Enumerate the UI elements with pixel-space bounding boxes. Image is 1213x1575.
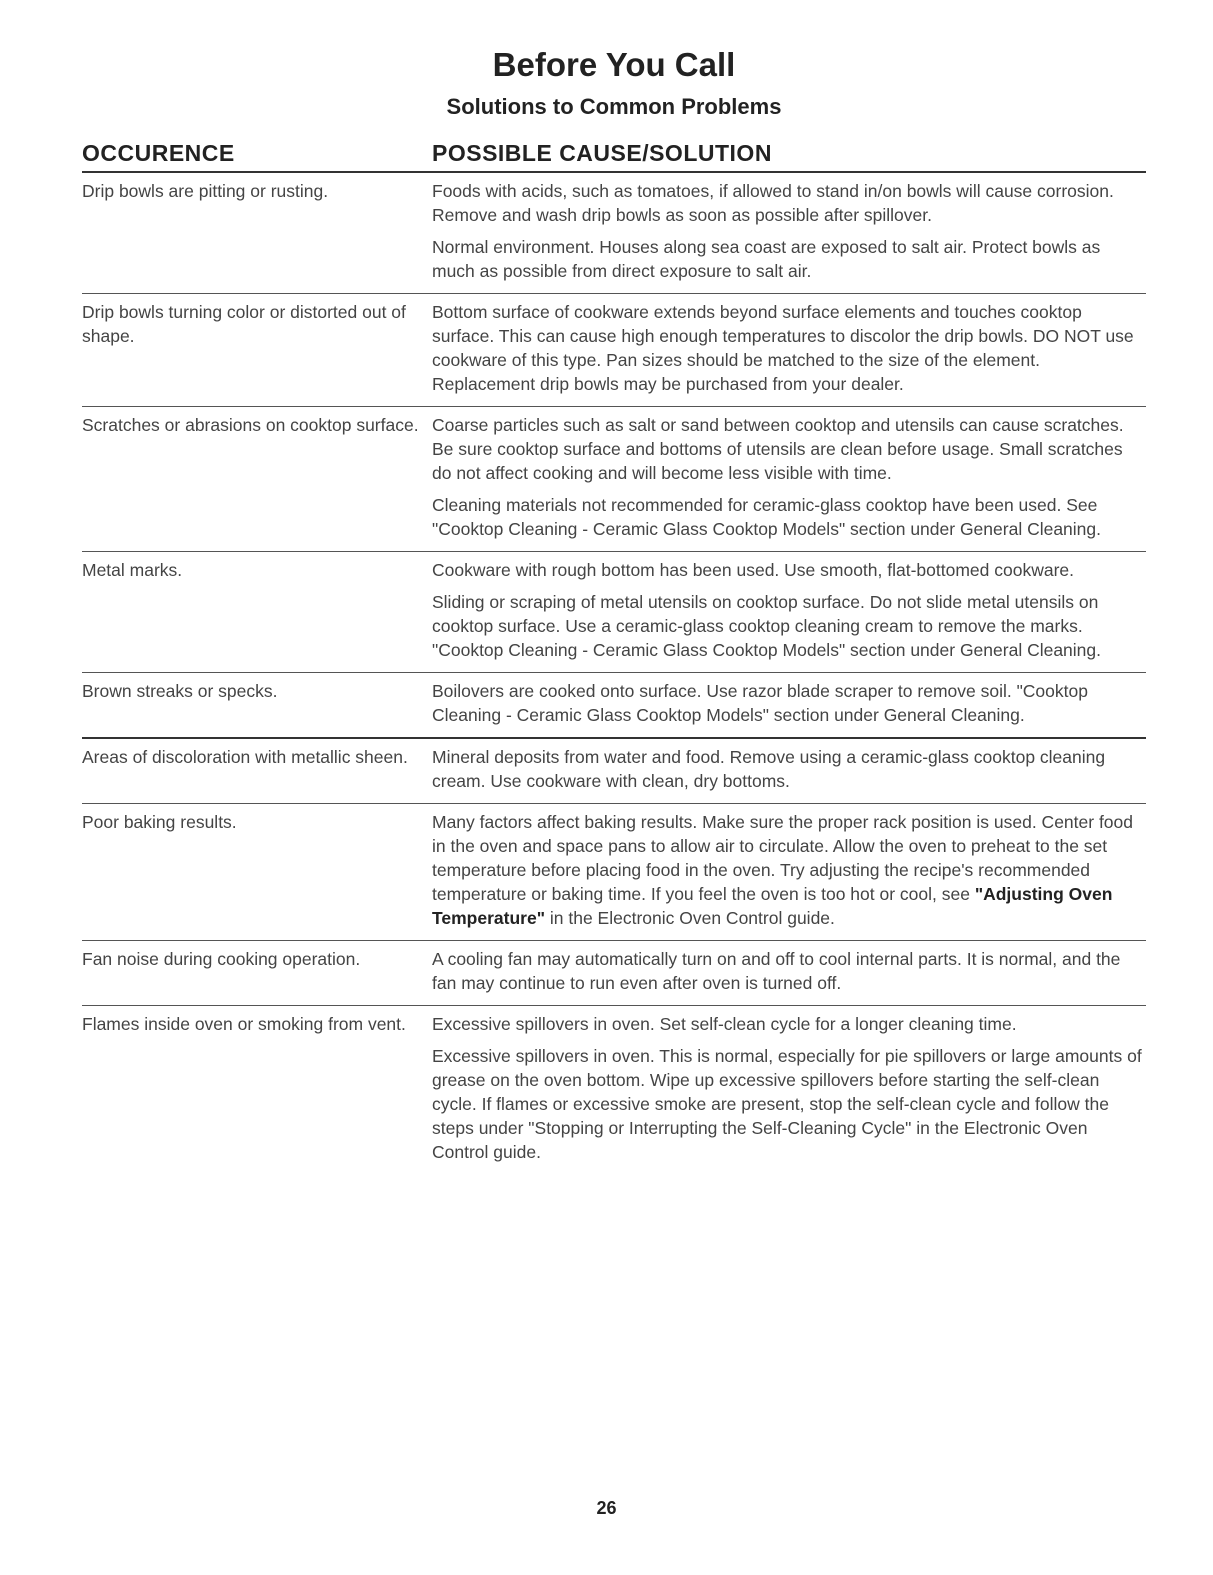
- solution-cell: [432, 300, 1146, 396]
- solution-text: Cleaning materials not recommended for ceramic-glass cooktop have been used. See "Cooktop Cleaning - Ceramic Glass Cooktop Models" section under General Cleaning.: [432, 495, 1102, 539]
- solution-text: Coarse particles such as salt or sand between cooktop and utensils can cause scratches. Be sure cooktop surface and bottoms of utensils are clean before usage. Small scratches do not affect cooking and will become less visible with time.: [432, 415, 1124, 483]
- table-row: [82, 940, 1146, 1005]
- solution-text-part: Many factors affect baking results. Make sure the proper rack position is used. Center food in the oven and space pans to allow air to circulate. Allow the oven to preheat to the set temperature before placing food in the oven. Try adjusting the recipe's recommended temperature or baking time. If you feel the oven is too hot or cool, see: [432, 812, 1133, 904]
- page-subtitle: Solutions to Common Problems: [446, 94, 782, 119]
- solution-cell: [432, 558, 1146, 662]
- table-row: [82, 551, 1146, 672]
- column-header-occurrence: OCCURENCE: [82, 140, 235, 166]
- solution-cell: [432, 1012, 1146, 1164]
- occurrence-cell: Poor baking results.: [82, 812, 237, 832]
- solution-text: Sliding or scraping of metal utensils on cooktop surface. Do not slide metal utensils on cooktop surface. Use a ceramic-glass cooktop cleaning cream to remove the marks. "Cooktop Cleaning - Ceramic Glass Cooktop Models" section under General Cleaning.: [432, 592, 1102, 660]
- solution-text: Excessive spillovers in oven. This is normal, especially for pie spillovers or large amounts of grease on the oven bottom. Wipe up excessive spillovers before starting the self-clean cycle. If flames or excessive smoke are present, stop the self-clean cycle and follow the steps under "Stopping or Interrupting the Self-Cleaning Cycle" in the Electronic Oven Control guide.: [432, 1046, 1142, 1162]
- solution-cell: [432, 947, 1146, 995]
- solution-text: [432, 810, 1146, 930]
- solution-text: Normal environment. Houses along sea coast are exposed to salt air. Protect bowls as much as possible from direct exposure to salt air.: [432, 237, 1101, 281]
- occurrence-cell: Flames inside oven or smoking from vent.: [82, 1014, 406, 1034]
- solution-text: Bottom surface of cookware extends beyond surface elements and touches cooktop surface. This can cause high enough temperatures to discolor the drip bowls. DO NOT use cookware of this type. Pan sizes should be matched to the size of the element. Replacement drip bowls may be purchased from your dealer.: [432, 302, 1134, 394]
- occurrence-cell: Drip bowls are pitting or rusting.: [82, 181, 329, 201]
- solution-text: Mineral deposits from water and food. Remove using a ceramic-glass cooktop cleaning cream. Use cookware with clean, dry bottoms.: [432, 747, 1106, 791]
- page-title: Before You Call: [492, 46, 736, 83]
- occurrence-cell: Scratches or abrasions on cooktop surface.: [82, 415, 419, 435]
- table-row: [82, 171, 1146, 293]
- table-row: [82, 1005, 1146, 1174]
- page-number: 26: [596, 1498, 617, 1518]
- occurrence-cell: Fan noise during cooking operation.: [82, 949, 361, 969]
- table-row: [82, 406, 1146, 551]
- solution-cell: [432, 745, 1146, 793]
- table-row: [82, 672, 1146, 737]
- solution-cell: [432, 810, 1146, 930]
- table-row: [82, 293, 1146, 406]
- solution-text: Foods with acids, such as tomatoes, if allowed to stand in/on bowls will cause corrosion. Remove and wash drip bowls as soon as possible after spillover.: [432, 181, 1114, 225]
- column-header-solution: POSSIBLE CAUSE/SOLUTION: [432, 140, 772, 166]
- occurrence-cell: Drip bowls turning color or distorted out of shape.: [82, 302, 406, 346]
- solution-text: Excessive spillovers in oven. Set self-clean cycle for a longer cleaning time.: [432, 1014, 1017, 1034]
- cross-reference: "Adjusting Oven Temperature": [432, 884, 1113, 928]
- solution-cell: [432, 179, 1146, 283]
- solution-cell: [432, 413, 1146, 541]
- solution-text: Boilovers are cooked onto surface. Use razor blade scraper to remove soil. "Cooktop Cleaning - Ceramic Glass Cooktop Models" section under General Cleaning.: [432, 681, 1088, 725]
- solution-text-part: in the Electronic Oven Control guide.: [545, 908, 835, 928]
- solution-text: A cooling fan may automatically turn on and off to cool internal parts. It is normal, and the fan may continue to run even after oven is turned off.: [432, 949, 1121, 993]
- solution-cell: [432, 679, 1146, 727]
- occurrence-cell: Brown streaks or specks.: [82, 681, 278, 701]
- solution-text: Cookware with rough bottom has been used. Use smooth, flat-bottomed cookware.: [432, 560, 1075, 580]
- occurrence-cell: Areas of discoloration with metallic sheen.: [82, 747, 408, 767]
- occurrence-cell: Metal marks.: [82, 560, 183, 580]
- problems-table: [82, 171, 1146, 1174]
- table-row: [82, 737, 1146, 803]
- table-row: [82, 803, 1146, 940]
